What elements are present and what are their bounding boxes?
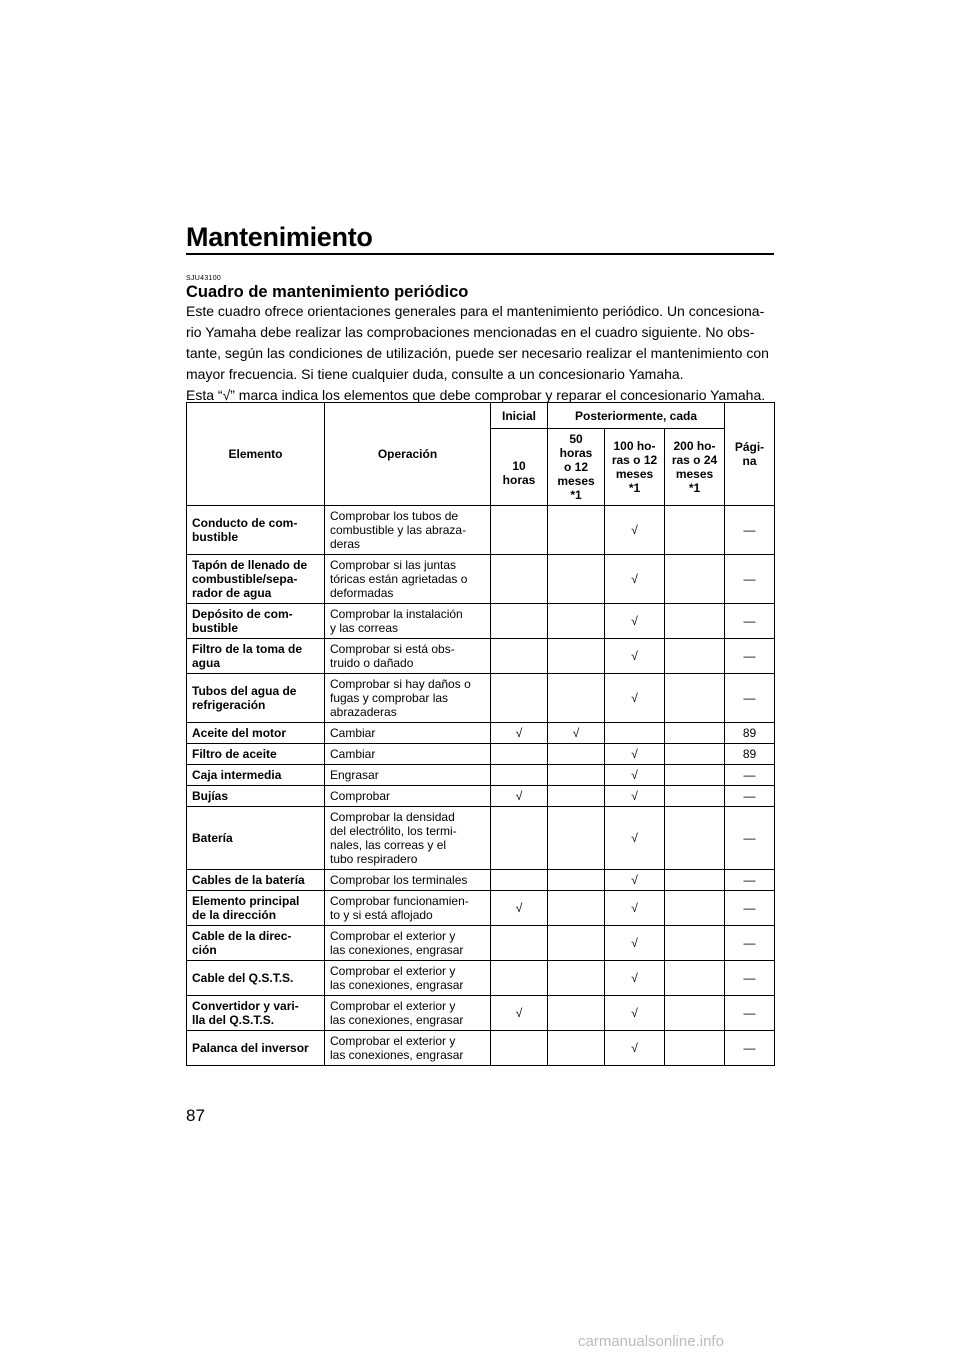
row-elemento: Filtro de la toma de agua [187,639,325,674]
check-200h [665,870,725,891]
row-elemento: Batería [187,807,325,870]
check-50h [548,765,605,786]
check-50h [548,506,605,555]
row-pagina: — [725,506,775,555]
row-operacion: Cambiar [325,723,491,744]
row-operacion: Comprobar los tubos de combustible y las abraza- deras [325,506,491,555]
check-200h [665,506,725,555]
check-10h [491,765,548,786]
col-header-elemento: Elemento [187,403,325,506]
check-10h: √ [491,996,548,1031]
check-50h [548,674,605,723]
check-10h [491,555,548,604]
row-elemento: Tapón de llenado de combustible/sepa- rador de agua [187,555,325,604]
row-elemento: Cables de la batería [187,870,325,891]
check-100h: √ [605,996,665,1031]
check-200h [665,639,725,674]
row-operacion: Comprobar el exterior y las conexiones, engrasar [325,996,491,1031]
row-elemento: Conducto de com- bustible [187,506,325,555]
check-100h: √ [605,604,665,639]
check-100h [605,723,665,744]
section-code: SJU43100 [186,275,222,282]
check-200h [665,996,725,1031]
check-50h [548,870,605,891]
page-number: 87 [186,1106,205,1125]
watermark: carmanualsonline.info [578,1333,724,1350]
check-10h [491,961,548,996]
check-10h [491,870,548,891]
check-200h [665,604,725,639]
table-row [187,1031,775,1066]
row-operacion: Comprobar si está obs- truido o dañado [325,639,491,674]
check-200h [665,961,725,996]
check-10h [491,1031,548,1066]
check-50h: √ [548,723,605,744]
row-operacion: Comprobar el exterior y las conexiones, engrasar [325,961,491,996]
check-200h [665,926,725,961]
check-200h [665,1031,725,1066]
row-pagina: — [725,555,775,604]
check-10h: √ [491,723,548,744]
check-50h [548,926,605,961]
row-pagina: — [725,891,775,926]
table-row [187,870,775,891]
row-elemento: Convertidor y vari- lla del Q.S.T.S. [187,996,325,1031]
check-50h [548,961,605,996]
check-50h [548,1031,605,1066]
check-100h: √ [605,891,665,926]
row-pagina: 89 [725,744,775,765]
row-operacion: Comprobar los terminales [325,870,491,891]
table-row [187,604,775,639]
check-200h [665,723,725,744]
intro-line: Este cuadro ofrece orientaciones generales para el mantenimiento periódico. Un concesiona- [186,303,765,319]
table-row [187,765,775,786]
row-elemento: Caja intermedia [187,765,325,786]
check-100h: √ [605,765,665,786]
table-row [187,807,775,870]
row-operacion: Comprobar el exterior y las conexiones, engrasar [325,926,491,961]
check-100h: √ [605,555,665,604]
row-pagina: — [725,639,775,674]
row-elemento: Aceite del motor [187,723,325,744]
check-10h: √ [491,891,548,926]
col-header-operacion: Operación [325,403,491,506]
table-row [187,674,775,723]
col-header-posteriormente: Posteriormente, cada [548,403,725,429]
check-200h [665,807,725,870]
col-header-100h: 100 ho- ras o 12 meses *1 [605,429,665,506]
row-elemento: Elemento principal de la dirección [187,891,325,926]
check-100h: √ [605,961,665,996]
intro-line: Esta “√” marca indica los elementos que debe comprobar y reparar el concesionario Yamaha. [186,387,766,403]
intro-paragraph [186,301,774,406]
row-operacion: Comprobar funcionamien- to y si está aflojado [325,891,491,926]
check-200h [665,891,725,926]
col-header-200h: 200 ho- ras o 24 meses *1 [665,429,725,506]
check-50h [548,807,605,870]
check-10h [491,926,548,961]
row-pagina: — [725,926,775,961]
table-row [187,744,775,765]
check-50h [548,891,605,926]
table-row [187,639,775,674]
check-100h: √ [605,786,665,807]
row-elemento: Tubos del agua de refrigeración [187,674,325,723]
check-10h [491,639,548,674]
row-elemento: Cable del Q.S.T.S. [187,961,325,996]
row-operacion: Comprobar el exterior y las conexiones, engrasar [325,1031,491,1066]
row-elemento: Filtro de aceite [187,744,325,765]
check-100h: √ [605,926,665,961]
row-pagina: — [725,807,775,870]
maintenance-table-body [187,506,775,1066]
table-row [187,961,775,996]
table-row [187,506,775,555]
row-elemento: Cable de la direc- ción [187,926,325,961]
row-operacion: Engrasar [325,765,491,786]
table-row [187,555,775,604]
row-pagina: 89 [725,723,775,744]
check-10h [491,604,548,639]
check-200h [665,674,725,723]
section-title: Cuadro de mantenimiento periódico [186,283,469,301]
intro-line: tante, según las condiciones de utilización, puede ser necesario realizar el mantenimiento con [186,345,769,361]
check-100h: √ [605,807,665,870]
row-operacion: Comprobar la instalación y las correas [325,604,491,639]
table-row [187,996,775,1031]
row-operacion: Comprobar [325,786,491,807]
check-50h [548,604,605,639]
check-100h: √ [605,870,665,891]
intro-line: mayor frecuencia. Si tiene cualquier duda, consulte a un concesionario Yamaha. [186,366,684,382]
row-operacion: Comprobar la densidad del electrólito, los termi- nales, las correas y el tubo respiradero [325,807,491,870]
col-header-10h: 10 horas [491,429,548,506]
row-pagina: — [725,786,775,807]
check-100h: √ [605,639,665,674]
check-200h [665,786,725,807]
row-operacion: Comprobar si las juntas tóricas están agrietadas o deformadas [325,555,491,604]
check-200h [665,765,725,786]
check-100h: √ [605,674,665,723]
check-50h [548,639,605,674]
check-10h [491,674,548,723]
row-pagina: — [725,604,775,639]
row-pagina: — [725,1031,775,1066]
check-10h [491,506,548,555]
check-10h: √ [491,786,548,807]
row-operacion: Cambiar [325,744,491,765]
check-10h [491,807,548,870]
row-pagina: — [725,870,775,891]
table-row [187,786,775,807]
row-elemento: Palanca del inversor [187,1031,325,1066]
table-row [187,891,775,926]
check-100h: √ [605,744,665,765]
row-operacion: Comprobar si hay daños o fugas y comprobar las abrazaderas [325,674,491,723]
col-header-inicial: Inicial [491,403,548,429]
check-200h [665,744,725,765]
check-10h [491,744,548,765]
col-header-pagina: Pági- na [725,403,775,506]
row-pagina: — [725,961,775,996]
maintenance-table [186,402,775,1066]
row-pagina: — [725,765,775,786]
check-50h [548,996,605,1031]
header-rule [186,253,774,255]
row-pagina: — [725,674,775,723]
intro-line: rio Yamaha debe realizar las comprobaciones mencionadas en el cuadro siguiente. No obs- [186,324,755,340]
row-elemento: Depósito de com- bustible [187,604,325,639]
check-100h: √ [605,1031,665,1066]
check-50h [548,744,605,765]
table-row [187,723,775,744]
check-50h [548,786,605,807]
col-header-50h: 50 horas o 12 meses *1 [548,429,605,506]
row-elemento: Bujías [187,786,325,807]
table-row [187,926,775,961]
check-50h [548,555,605,604]
page-header-title: Mantenimiento [186,222,373,252]
check-200h [665,555,725,604]
row-pagina: — [725,996,775,1031]
check-100h: √ [605,506,665,555]
